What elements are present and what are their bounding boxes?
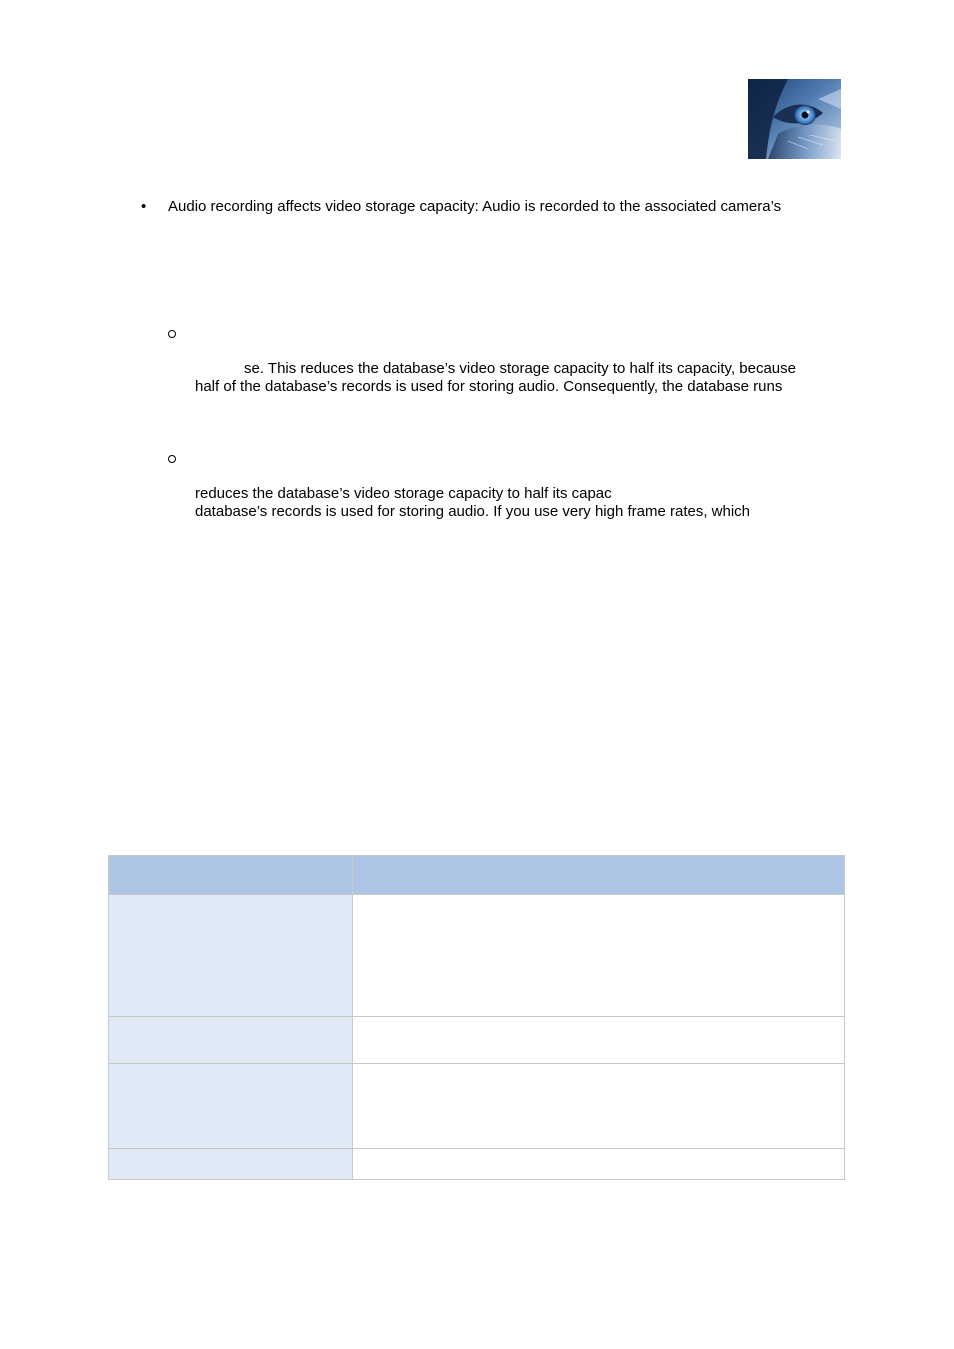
table-border-right bbox=[844, 855, 845, 1180]
wolf-eye-icon bbox=[748, 79, 841, 159]
table-row-2-label bbox=[108, 1016, 352, 1063]
table-row-3-label bbox=[108, 1063, 352, 1148]
table-border-row-2 bbox=[108, 1016, 845, 1017]
sub-bullet-1-line-2: half of the database’s records is used for storing audio. Consequently, the database runs bbox=[195, 378, 783, 395]
table-border-middle bbox=[352, 855, 353, 1180]
bullet-marker: • bbox=[141, 198, 147, 215]
table-header-cell-1 bbox=[108, 855, 352, 894]
wolf-eye-logo bbox=[748, 79, 841, 159]
table-row-2-value bbox=[352, 1016, 845, 1063]
sub-bullet-1-line-1: se. This reduces the database’s video storage capacity to half its capacity, because bbox=[244, 360, 796, 377]
table-border-row-1 bbox=[108, 894, 845, 895]
table-border-row-3 bbox=[108, 1063, 845, 1064]
table-header-cell-2 bbox=[352, 855, 845, 894]
sub-bullet-1 bbox=[168, 330, 176, 338]
table-row-1-label bbox=[108, 894, 352, 1016]
table-border-left bbox=[108, 855, 109, 1180]
bullet-text: Audio recording affects video storage capacity: Audio is recorded to the associated camera’s bbox=[168, 198, 782, 215]
table-row-1-value bbox=[352, 894, 845, 1016]
table-row-4-value bbox=[352, 1148, 845, 1180]
sub-bullet-2-line-1: reduces the database’s video storage capacity to half its capac bbox=[195, 485, 612, 502]
table-row-4-label bbox=[108, 1148, 352, 1180]
sub-bullet-2-line-2: database’s records is used for storing audio. If you use very high frame rates, which bbox=[195, 503, 751, 520]
info-table bbox=[108, 855, 845, 1180]
table-border-row-4 bbox=[108, 1148, 845, 1149]
table-border-bottom bbox=[108, 1179, 845, 1180]
table-row-3-value bbox=[352, 1063, 845, 1148]
sub-bullet-2 bbox=[168, 455, 176, 463]
table-border-top bbox=[108, 855, 845, 856]
